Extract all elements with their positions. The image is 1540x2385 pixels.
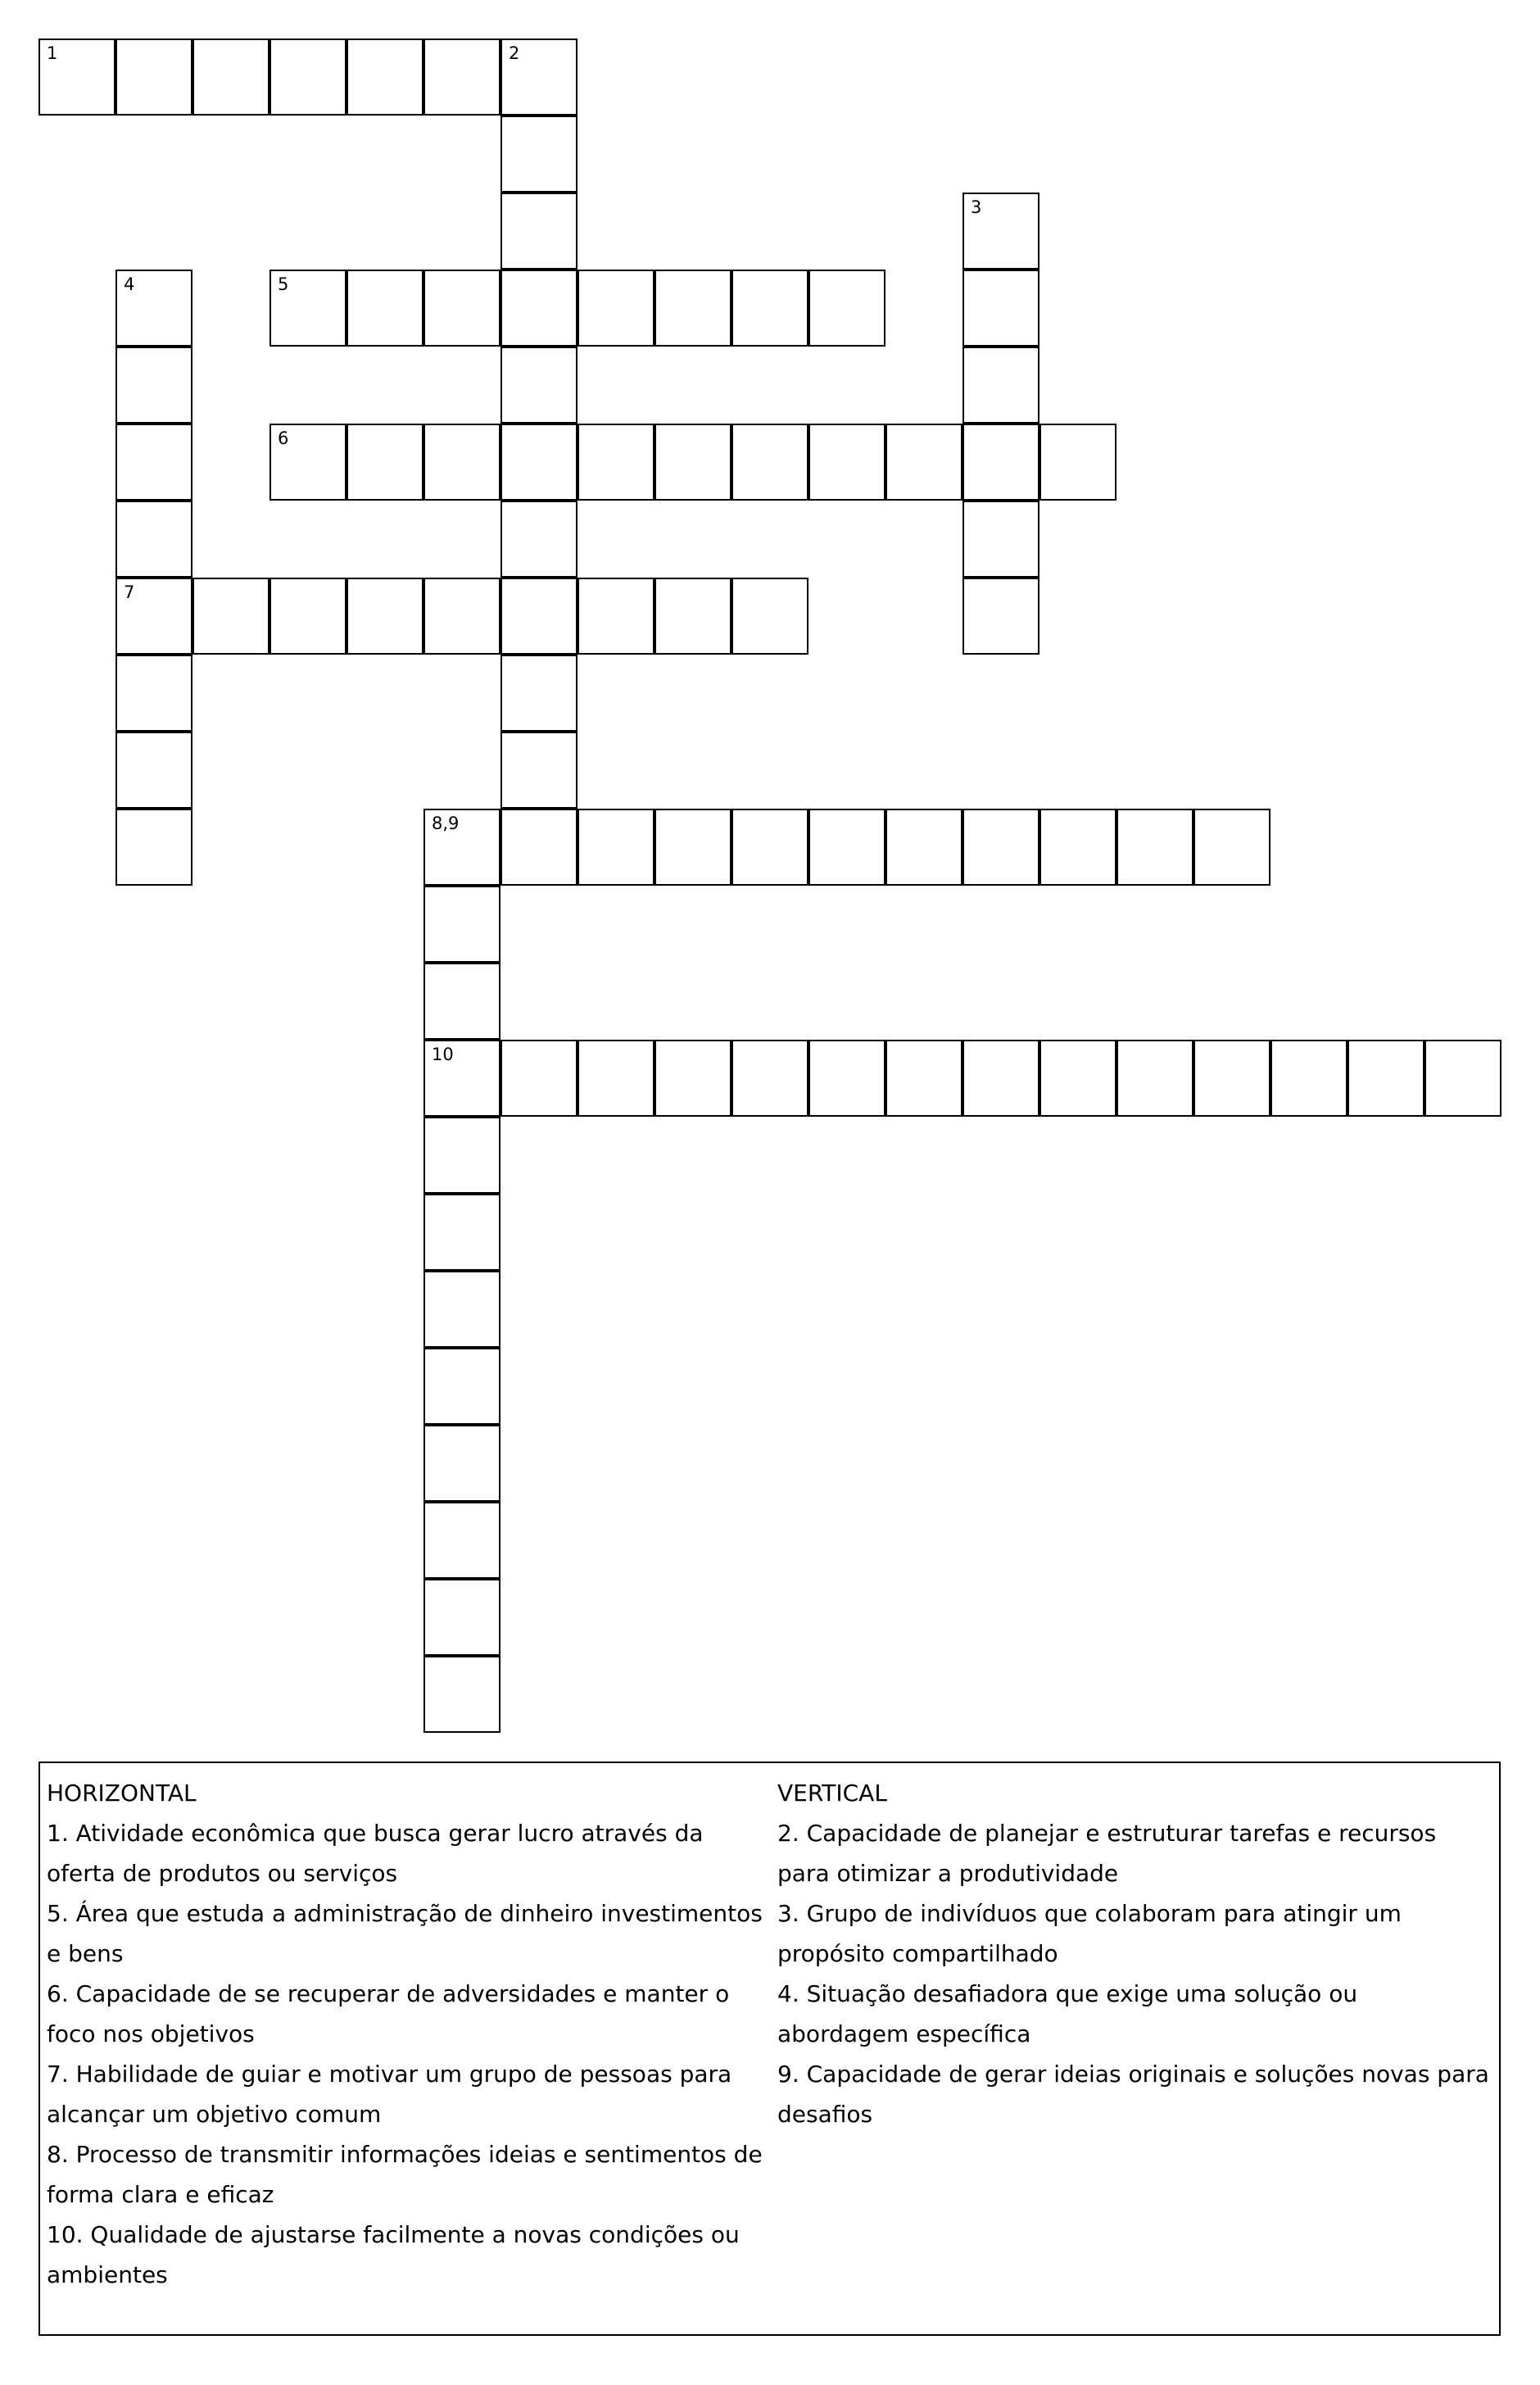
clue-number-4: 4 <box>124 274 135 294</box>
grid-cell[interactable] <box>500 116 578 193</box>
grid-cell[interactable] <box>500 732 578 809</box>
grid-cell[interactable] <box>654 424 732 501</box>
grid-cell[interactable] <box>732 1040 808 1117</box>
grid-cell[interactable] <box>424 578 500 655</box>
clue-across-10: 10. Qualidade de ajustarse facilmente a novas condições ou ambientes <box>47 2221 740 2288</box>
grid-cell[interactable] <box>962 809 1040 886</box>
grid-cell[interactable] <box>424 809 500 886</box>
grid-cell[interactable] <box>424 424 500 501</box>
grid-cell[interactable] <box>116 39 192 116</box>
clue-across-5: 5. Área que estuda a administração de dinheiro investimentos e bens <box>47 1900 763 1967</box>
grid-cell[interactable] <box>962 193 1040 270</box>
grid-cell[interactable] <box>500 39 578 116</box>
grid-cell[interactable] <box>886 809 962 886</box>
grid-cell[interactable] <box>1116 1040 1194 1117</box>
grid-cell[interactable] <box>732 424 808 501</box>
grid-cell[interactable] <box>116 655 192 732</box>
grid-cell[interactable] <box>962 424 1040 501</box>
grid-cell[interactable] <box>1270 1040 1348 1117</box>
clue-across-1: 1. Atividade econômica que busca gerar lucro através da oferta de produtos ou serviços <box>47 1820 704 1887</box>
clue-down-2: 2. Capacidade de planejar e estruturar tarefas e recursos para otimizar a produtividade <box>777 1820 1437 1887</box>
grid-cell[interactable] <box>424 1502 500 1579</box>
grid-cell[interactable] <box>424 1194 500 1271</box>
grid-cell[interactable] <box>424 1425 500 1502</box>
grid-cell[interactable] <box>1424 1040 1502 1117</box>
grid-cell[interactable] <box>732 809 808 886</box>
grid-cell[interactable] <box>424 1348 500 1425</box>
clue-across-6: 6. Capacidade de se recuperar de adversidades e manter o foco nos objetivos <box>47 1980 730 2047</box>
grid-cell[interactable] <box>500 578 578 655</box>
grid-cell[interactable] <box>654 578 732 655</box>
grid-cell[interactable] <box>500 347 578 424</box>
grid-cell[interactable] <box>424 1117 500 1194</box>
grid-cell[interactable] <box>500 501 578 578</box>
grid-cell[interactable] <box>270 39 346 116</box>
grid-cell[interactable] <box>116 424 192 501</box>
grid-cell[interactable] <box>424 1271 500 1348</box>
grid-cell[interactable] <box>886 424 962 501</box>
grid-cell[interactable] <box>500 270 578 347</box>
grid-cell[interactable] <box>424 1579 500 1656</box>
grid-cell[interactable] <box>116 732 192 809</box>
grid-cell[interactable] <box>1348 1040 1424 1117</box>
grid-cell[interactable] <box>192 39 270 116</box>
grid-cell[interactable] <box>500 1040 578 1117</box>
grid-cell[interactable] <box>500 655 578 732</box>
grid-cell[interactable] <box>116 809 192 886</box>
grid-cell[interactable] <box>578 424 654 501</box>
clues-box <box>38 1762 1501 2336</box>
grid-cell[interactable] <box>654 1040 732 1117</box>
clue-number-3: 3 <box>971 197 982 217</box>
grid-cell[interactable] <box>654 809 732 886</box>
grid-cell[interactable] <box>962 270 1040 347</box>
grid-cell[interactable] <box>424 963 500 1040</box>
clue-across-7: 7. Habilidade de guiar e motivar um grupo de pessoas para alcançar um objetivo comum <box>47 2061 732 2128</box>
grid-cell[interactable] <box>38 39 116 116</box>
grid-cell[interactable] <box>578 809 654 886</box>
grid-cell[interactable] <box>578 578 654 655</box>
clue-number-10: 10 <box>432 1045 454 1064</box>
clue-down-4: 4. Situação desafiadora que exige uma solução ou abordagem específica <box>777 1980 1358 2047</box>
grid-cell[interactable] <box>578 270 654 347</box>
grid-cell[interactable] <box>654 270 732 347</box>
grid-cell[interactable] <box>1116 809 1194 886</box>
clue-number-5: 5 <box>278 274 289 294</box>
grid-cell[interactable] <box>808 270 886 347</box>
grid-cell[interactable] <box>346 270 424 347</box>
grid-cell[interactable] <box>962 578 1040 655</box>
horizontal-heading: HORIZONTAL <box>47 1780 197 1807</box>
grid-cell[interactable] <box>500 193 578 270</box>
grid-cell[interactable] <box>424 270 500 347</box>
grid-cell[interactable] <box>116 501 192 578</box>
grid-cell[interactable] <box>1194 1040 1270 1117</box>
grid-cell[interactable] <box>270 424 346 501</box>
clue-across-8: 8. Processo de transmitir informações ideias e sentimentos de forma clara e eficaz <box>47 2141 763 2208</box>
clue-number-7: 7 <box>124 583 135 602</box>
grid-cell[interactable] <box>424 1656 500 1733</box>
clue-down-3: 3. Grupo de indivíduos que colaboram para atingir um propósito compartilhado <box>777 1900 1402 1967</box>
grid-cell[interactable] <box>732 578 808 655</box>
grid-cell[interactable] <box>732 270 808 347</box>
clue-number-2: 2 <box>509 43 520 63</box>
grid-cell[interactable] <box>1194 809 1270 886</box>
grid-cell[interactable] <box>962 501 1040 578</box>
vertical-clues <box>777 1773 1490 2134</box>
grid-cell[interactable] <box>116 347 192 424</box>
grid-cell[interactable] <box>578 1040 654 1117</box>
grid-cell[interactable] <box>424 1040 500 1117</box>
grid-cell[interactable] <box>116 578 192 655</box>
grid-cell[interactable] <box>270 578 346 655</box>
grid-cell[interactable] <box>192 578 270 655</box>
grid-cell[interactable] <box>346 424 424 501</box>
grid-cell[interactable] <box>116 270 192 347</box>
vertical-heading: VERTICAL <box>777 1780 887 1807</box>
grid-cell[interactable] <box>424 886 500 963</box>
grid-cell[interactable] <box>1040 809 1116 886</box>
clue-number-6: 6 <box>278 428 289 448</box>
grid-cell[interactable] <box>886 1040 962 1117</box>
horizontal-clues <box>47 1773 772 2295</box>
clue-down-9: 9. Capacidade de gerar ideias originais e soluções novas para desafios <box>777 2061 1489 2128</box>
grid-cell[interactable] <box>808 424 886 501</box>
grid-cell[interactable] <box>500 424 578 501</box>
grid-cell[interactable] <box>808 1040 886 1117</box>
grid-cell[interactable] <box>962 1040 1040 1117</box>
grid-cell[interactable] <box>346 578 424 655</box>
grid-cell[interactable] <box>808 809 886 886</box>
grid-cell[interactable] <box>500 809 578 886</box>
grid-cell[interactable] <box>962 347 1040 424</box>
grid-cell[interactable] <box>424 39 500 116</box>
grid-cell[interactable] <box>270 270 346 347</box>
clue-number-8-9: 8,9 <box>432 814 460 833</box>
grid-cell[interactable] <box>1040 424 1116 501</box>
grid-cell[interactable] <box>346 39 424 116</box>
clue-number-1: 1 <box>47 43 58 63</box>
grid-cell[interactable] <box>1040 1040 1116 1117</box>
